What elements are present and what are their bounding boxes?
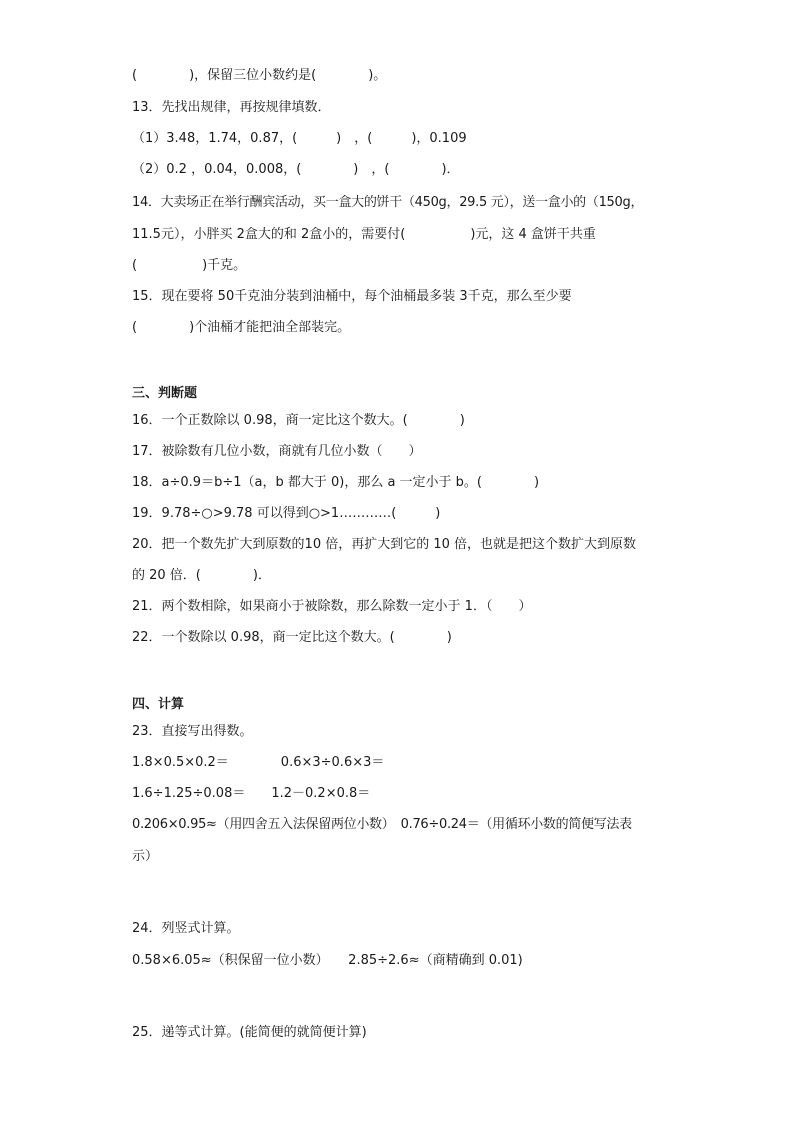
question-21: 21．两个数相除，如果商小于被除数，那么除数一定小于 1．（ ） (132, 599, 532, 614)
question-23-row-2: 1.6÷1.25÷0.08＝ 1.2－0.2×0.8＝ (132, 786, 371, 801)
question-14: 14．大卖场正在举行酬宾活动，买一盒大的饼干（450g，29.5 元），送一盒小的（150g， (132, 195, 644, 210)
question-18: 18．a÷0.9＝b÷1（a，b 都大于 0)，那么 a 一定小于 b。( ) (132, 475, 540, 490)
question-24: 24．列竖式计算。 (132, 921, 240, 936)
question-23: 23．直接写出得数。 (132, 724, 253, 739)
question-14-line-2: 11.5元），小胖买 2盒大的和 2盒小的，需要付( )元，这 4 盒饼干共重 (132, 227, 596, 242)
question-13: 13．先找出规律，再按规律填数． (132, 100, 331, 115)
section-heading-judgement: 三、判断题 (132, 386, 198, 401)
question-14-line-3: ( )千克。 (132, 258, 247, 273)
question-15-line-2: ( )个油桶才能把油全部装完。 (132, 320, 351, 335)
question-25: 25．递等式计算。(能简便的就简便计算) (132, 1025, 367, 1040)
question-20: 20．把一个数先扩大到原数的10 倍，再扩大到它的 10 倍，也就是把这个数扩大到原数 (132, 537, 637, 552)
question-23-row-1: 1.8×0.5×0.2＝ 0.6×3÷0.6×3＝ (132, 755, 385, 770)
question-15: 15．现在要将 50千克油分装到油桶中，每个油桶最多装 3千克，那么至少要 (132, 289, 572, 304)
question-23-row-3-cont: 示） (132, 849, 159, 864)
question-13-part-2: （2）0.2 ，0.04，0.008，( ) ，( )． (132, 162, 460, 177)
question-23-row-3: 0.206×0.95≈（用四舍五入法保留两位小数） 0.76÷0.24＝（用循环小数的简便写法表 (132, 817, 632, 832)
section-heading-calculation: 四、计算 (132, 697, 185, 712)
question-22: 22．一个数除以 0.98，商一定比这个数大。( ) (132, 630, 452, 645)
question-19: 19．9.78÷○>9.78 可以得到○>1…………( ) (132, 506, 441, 521)
question-24-items: 0.58×6.05≈（积保留一位小数） 2.85÷2.6≈（商精确到 0.01) (132, 953, 523, 968)
question-13-part-1: （1）3.48，1.74，0.87，( ) ，( )，0.109 (132, 131, 467, 146)
line-1: ( )，保留三位小数约是( )。 (132, 68, 387, 83)
question-16: 16．一个正数除以 0.98，商一定比这个数大。( ) (132, 413, 465, 428)
question-20-line-2: 的 20 倍．( )． (132, 568, 271, 583)
question-17: 17．被除数有几位小数，商就有几位小数（ ） (132, 444, 422, 459)
